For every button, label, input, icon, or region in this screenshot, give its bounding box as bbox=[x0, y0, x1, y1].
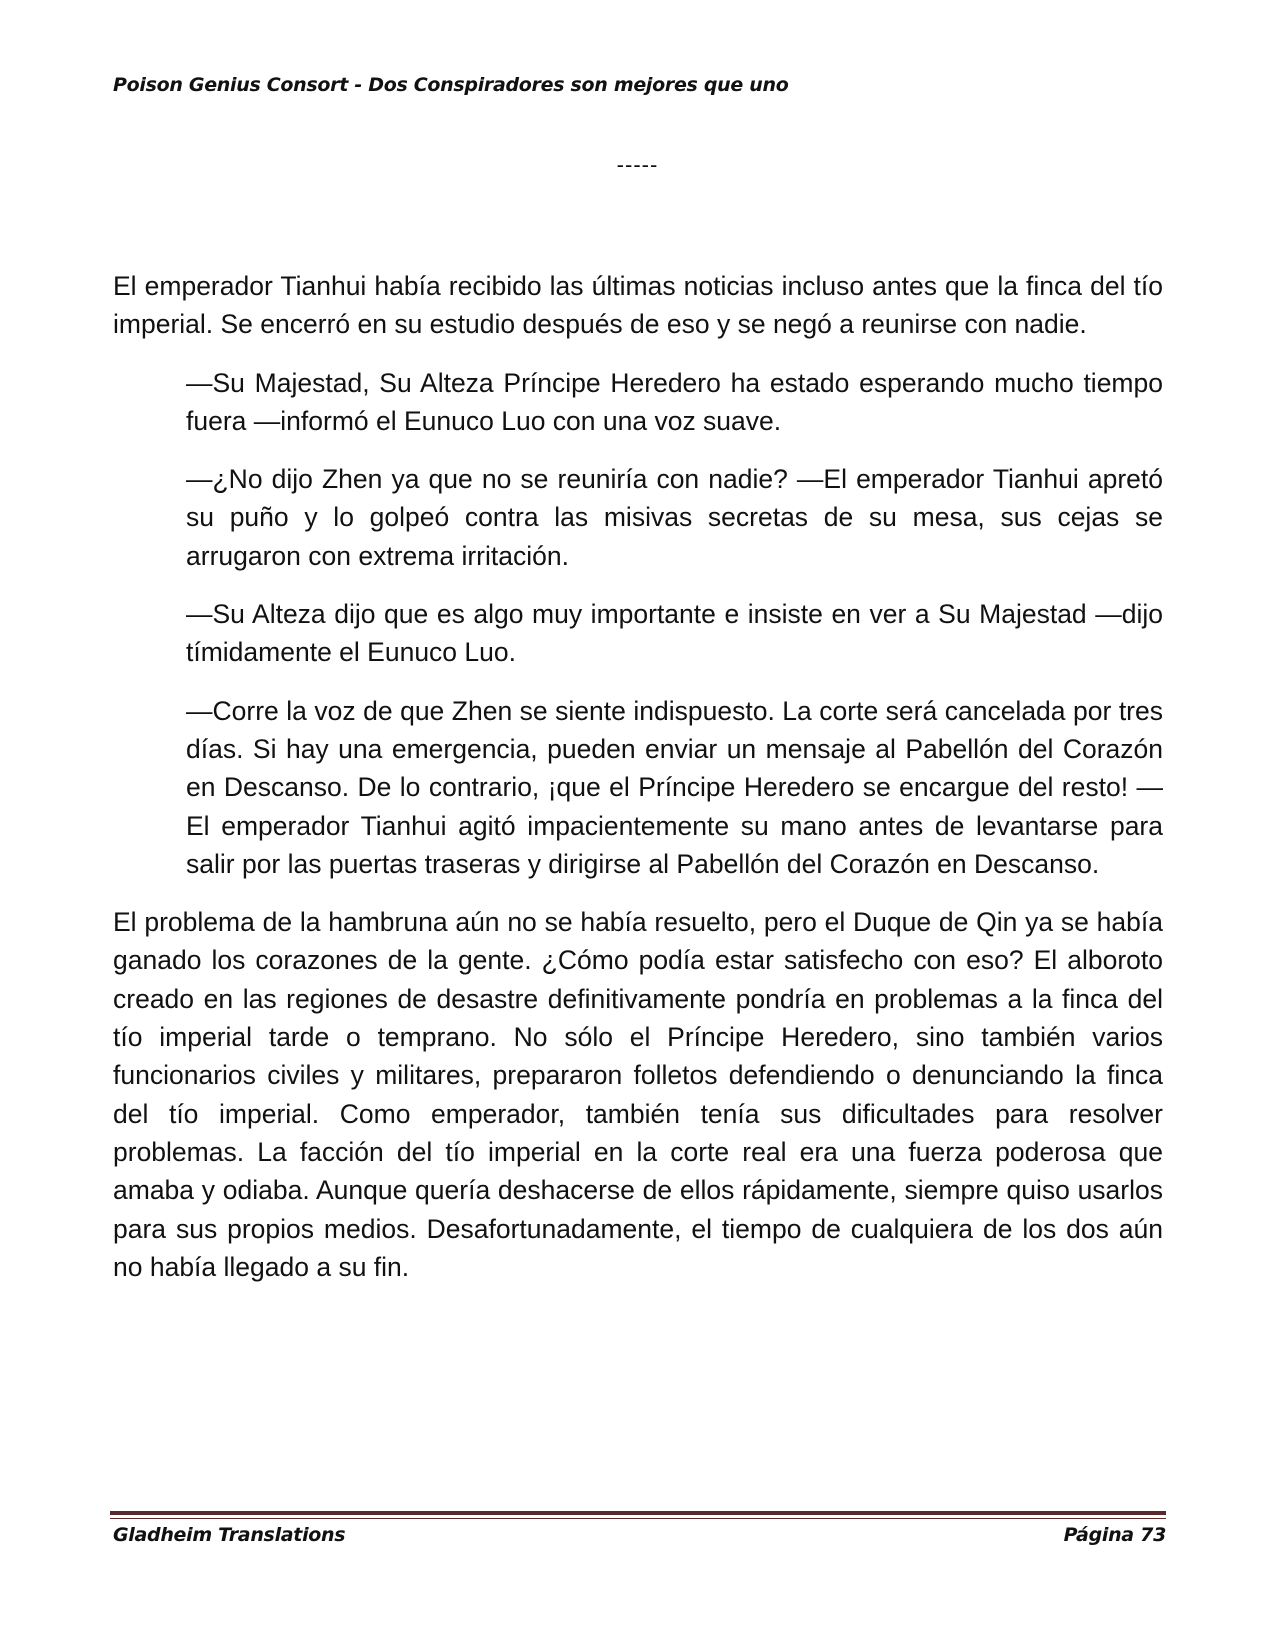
footer-publisher: Gladheim Translations bbox=[113, 1524, 346, 1546]
footer-page-number: Página 73 bbox=[1063, 1524, 1166, 1546]
page-header-title: Poison Genius Consort - Dos Conspiradores son mejores que uno bbox=[113, 74, 789, 96]
document-body bbox=[113, 267, 1163, 1306]
paragraph-dialogue: —Su Alteza dijo que es algo muy importante e insiste en ver a Su Majestad —dijo tímidamente el Eunuco Luo. bbox=[186, 599, 1163, 668]
footer-rule-thin bbox=[110, 1518, 1166, 1519]
paragraph-dialogue: —¿No dijo Zhen ya que no se reuniría con nadie? —El emperador Tianhui apretó su puño y lo golpeó contra las misivas secretas de su mesa, sus cejas se arrugaron con extrema irritación. bbox=[186, 464, 1163, 571]
footer-rule bbox=[110, 1511, 1166, 1515]
paragraph-narration: El problema de la hambruna aún no se había resuelto, pero el Duque de Qin ya se había ganado los corazones de la gente. ¿Cómo podía estar satisfecho con eso? El alboroto creado en las regiones de desastre definitivamente pondría en problemas a la finca del tío imperial tarde o temprano. No sólo el Príncipe Heredero, sino también varios funcionarios civiles y militares, prepararon folletos defendiendo o denunciando la finca del tío imperial. Como emperador, también tenía sus dificultades para resolver problemas. La facción del tío imperial en la corte real era una fuerza poderosa que amaba y odiaba. Aunque quería deshacerse de ellos rápidamente, siempre quiso usarlos para sus propios medios. Desafortunadamente, el tiempo de cualquiera de los dos aún no había llegado a su fin. bbox=[113, 907, 1163, 1282]
paragraph-dialogue: —Corre la voz de que Zhen se siente indispuesto. La corte será cancelada por tres días. Si hay una emergencia, pueden enviar un mensaje al Pabellón del Corazón en Descanso. De lo contrario, ¡que el Príncipe Heredero se encargue del resto! —El emperador Tianhui agitó impacientemente su mano antes de levantarse para salir por las puertas traseras y dirigirse al Pabellón del Corazón en Descanso. bbox=[186, 695, 1163, 879]
section-separator: ----- bbox=[616, 152, 659, 177]
paragraph-dialogue: —Su Majestad, Su Alteza Príncipe Heredero ha estado esperando mucho tiempo fuera —informó el Eunuco Luo con una voz suave. bbox=[186, 367, 1163, 436]
paragraph-narration: El emperador Tianhui había recibido las últimas noticias incluso antes que la finca del tío imperial. Se encerró en su estudio después de eso y se negó a reunirse con nadie. bbox=[113, 271, 1163, 340]
